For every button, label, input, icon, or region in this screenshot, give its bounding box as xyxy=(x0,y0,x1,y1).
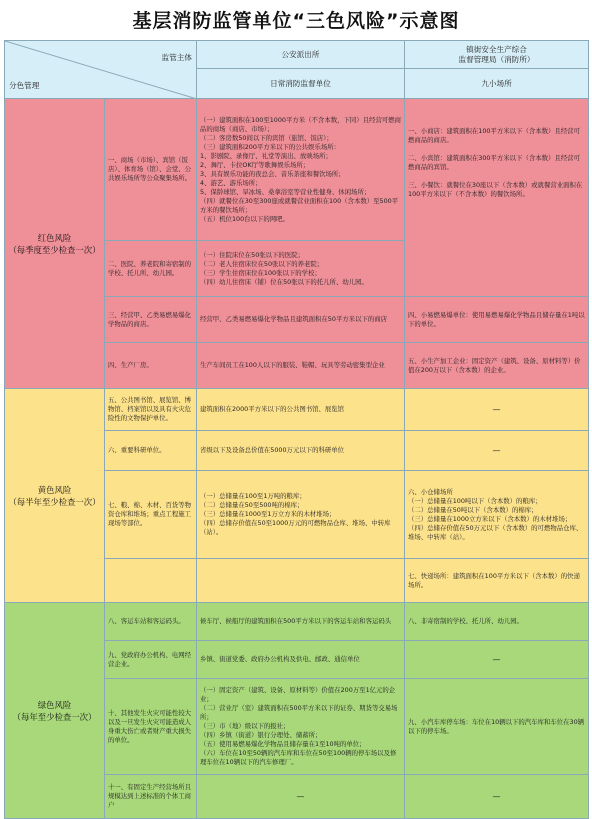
yellow-risk-label xyxy=(5,389,105,603)
yellow-row-3-daily: （一）总储量在100至1万吨的粮库； （二）总储量在50至500吨的棉库； （三）总储量在1000至1万立方米的木材堆场； （四）总储存价值在50至1000万元的可燃物品仓库、堆场、中转库（站）。 xyxy=(197,471,405,559)
green-row-1-daily: 候车厅、候船厅的建筑面积在500平方米以下的客运车站和客运码头 xyxy=(197,603,405,641)
green-row-4-daily: — xyxy=(197,775,405,819)
yellow-row-4-type xyxy=(105,559,197,603)
red-row-1-type: 一、商场（市场）、宾馆（饭店）、体育场（馆）、会堂、公共娱乐场所等公众聚集场所。 xyxy=(105,99,197,241)
police-station-header: 公安派出所 xyxy=(197,41,405,69)
yellow-row-3-nine: 六、小仓储场所 （一）总储量在100吨以下（含本数）的粮库； （二）总储量在50吨以下（含本数）的棉库； （三）总储量在1000立方米以下（含本数）的木材堆场； （四）总储存价值在50万元以下（含本数）的可燃物品仓库、堆场、中转库（站）。 xyxy=(405,471,589,559)
green-row-1-type: 八、客运车站和客运码头。 xyxy=(105,603,197,641)
green-row-2-nine: — xyxy=(405,641,589,679)
header-corner-cell xyxy=(5,41,197,99)
red-row-1-nine: 一、小商店：建筑面积在100平方米以下（含本数）且经营可燃商品的商店。 二、小宾馆：建筑面积在300平方米以下（含本数）且经营可燃商品的宾馆。 三、小餐饮：就餐位在30座以下（含本数）或就餐营业面积在100平方米以下（不含本数）的餐饮场所。 xyxy=(405,99,589,297)
red-row-1-daily: （一）建筑面积在100至1000平方米（不含本数，下同）且经营可燃商品的商场（商店、市场）； （二）客房数50间以下的宾馆（旅馆、饭店）； （三）建筑面积200平方米以下的公共娱乐场所： 1、影剧院、录像厅、礼堂等演出、放映场所； 2、舞厅、卡拉OK厅等歌舞娱乐场所； 3、具有娱乐功能的夜总会、音乐茶座和餐饮场所； 4、游艺、游乐场所； 5、保龄球馆、旱冰场、桑拿浴室等营业性健身、休闲场所； （四）就餐位在30至300座或就餐营业面积在100（含本数）至500平方米的餐饮场所； （五）机位100台以下的网吧。 xyxy=(197,99,405,241)
yellow-row-2-daily: 省级以下及设备总价值在5000万元以下的科研单位 xyxy=(197,431,405,471)
green-row-4-nine: — xyxy=(405,775,589,819)
green-row-2-type: 九、党政府办公机构、电网经营企业。 xyxy=(105,641,197,679)
town-bureau-line1: 镇街安全生产综合 xyxy=(466,44,527,54)
green-risk-title: 绿色风险 xyxy=(37,699,72,710)
red-risk-title: 红色风险 xyxy=(37,232,72,243)
yellow-row-1-daily: 建筑面积在2000平方米以下的公共图书馆、展览馆 xyxy=(197,389,405,431)
red-row-3-daily: 经营甲、乙类易燃易爆化学物品且建筑面积在50平方米以下的商店 xyxy=(197,297,405,343)
red-risk-label xyxy=(5,99,105,389)
classification-label: 分色管理 xyxy=(9,81,40,90)
risk-table xyxy=(4,40,589,819)
red-row-4-daily: 生产车间员工在100人以下的服装、鞋帽、玩具等劳动密集型企业 xyxy=(197,343,405,389)
green-row-2-daily: 乡镇、街道党委、政府办公机构及供电、邮政、通信单位 xyxy=(197,641,405,679)
green-row-3-nine: 九、小汽车库停车场：车位在10辆以下的汽车库和车位在30辆以下的停车场。 xyxy=(405,679,589,775)
green-risk-label xyxy=(5,603,105,819)
town-bureau-header xyxy=(405,41,589,69)
yellow-row-4-nine: 七、快递场所：建筑面积在100平方米以下（含本数）的快递场所。 xyxy=(405,559,589,603)
yellow-row-1-type: 五、公共图书馆、展览馆、博物馆、档案馆以及具有火灾危险性的文物保护单位。 xyxy=(105,389,197,431)
red-row-2-type: 二、医院、养老院和寄宿制的学校、托儿所、幼儿园。 xyxy=(105,241,197,297)
yellow-row-2-nine: — xyxy=(405,431,589,471)
green-row-4-type: 十一、有固定生产经营场所且规模达到上述标准的个体工商户 xyxy=(105,775,197,819)
yellow-row-4-daily xyxy=(197,559,405,603)
page-title: 基层消防监管单位“三色风险”示意图 xyxy=(132,10,460,32)
red-row-2-daily: （一）住院床位在50张以下的医院； （二）老人住宿床位在50张以下的养老院； （三）学生住宿床位在100张以下的学校； （四）幼儿住宿床（铺）位在50张以下的托儿所、幼儿园。 xyxy=(197,241,405,297)
red-row-3-nine: 四、小易燃易爆单位：使用易燃易爆化学物品且储存量在1吨以下的单位。 xyxy=(405,297,589,343)
green-row-3-daily: （一）固定资产（建筑、设备、原材料等）价值在200万至1亿元的企业； （二）营业厅（室）建筑面积在500平方米以下的证券、期货等交易场所； （三）市（地）级以下的报社； （四）乡镇（街道）银行分理处、储蓄所； （五）使用易燃易爆化学物品且储存量在1至10吨的单位； （六）车位在10至50辆的汽车库和车位在50至100辆的停车场以及修理车位在10辆以下的汽车修理厂。 xyxy=(197,679,405,775)
red-row-3-type: 三、经营甲、乙类易燃易爆化学物品的商店。 xyxy=(105,297,197,343)
yellow-row-3-type: 七、粮、棉、木材、百货等物资仓库和堆场；重点工程施工现场等部位。 xyxy=(105,471,197,559)
green-risk-frequency: （每年至少检查一次） xyxy=(12,711,97,722)
red-row-4-nine: 五、小生产加工企业：固定资产（建筑、设备、原材料等）价值在200万以下（含本数）的企业。 xyxy=(405,343,589,389)
nine-small-header: 九小场所 xyxy=(405,69,589,99)
yellow-row-1-nine: — xyxy=(405,389,589,431)
red-row-4-type: 四、生产厂房。 xyxy=(105,343,197,389)
yellow-risk-frequency: （每半年至少检查一次） xyxy=(8,496,101,507)
yellow-risk-title: 黄色风险 xyxy=(37,484,72,495)
supervisor-label: 监管主体 xyxy=(161,53,192,62)
green-row-3-type: 十、其他发生火灾可能性较大以及一旦发生火灾可能造成人身重大伤亡或者财产重大损失的单位。 xyxy=(105,679,197,775)
green-row-1-nine: 八、非寄宿制的学校、托儿所、幼儿园。 xyxy=(405,603,589,641)
daily-unit-header: 日常消防监督单位 xyxy=(197,69,405,99)
red-risk-frequency: （每季度至少检查一次） xyxy=(8,244,101,255)
town-bureau-line2: 监督管理局（消防所） xyxy=(458,54,535,64)
yellow-row-2-type: 六、重要科研单位。 xyxy=(105,431,197,471)
